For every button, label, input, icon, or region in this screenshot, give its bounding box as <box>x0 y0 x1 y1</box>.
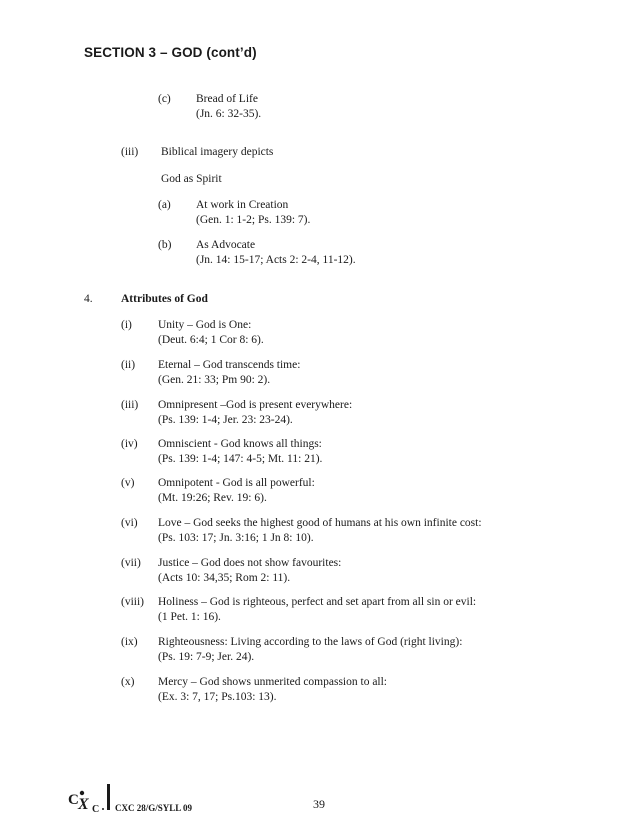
subitem-a-marker: (a) <box>158 199 171 211</box>
svg-text:X: X <box>78 796 89 813</box>
cxc-logo <box>68 787 106 813</box>
attribute-marker: (ii) <box>121 359 136 371</box>
subitem-a-title: At work in Creation <box>196 199 289 211</box>
section-4-title: Attributes of God <box>121 293 208 305</box>
subitem-b-marker: (b) <box>158 239 172 251</box>
attribute-ref: (Ps. 19: 7-9; Jer. 24). <box>158 651 255 663</box>
section-title: SECTION 3 – GOD (cont’d) <box>84 45 257 60</box>
attribute-text: Omnipotent - God is all powerful: <box>158 477 315 489</box>
footer-code: CXC 28/G/SYLL 09 <box>115 803 193 813</box>
footer-divider <box>107 784 110 810</box>
attribute-text: Holiness – God is righteous, perfect and set apart from all sin or evil: <box>158 596 477 608</box>
attribute-ref: (Deut. 6:4; 1 Cor 8: 6). <box>158 334 264 346</box>
svg-text:C: C <box>68 792 79 808</box>
attribute-ref: (Ex. 3: 7, 17; Ps.103: 13). <box>158 691 277 703</box>
attribute-text: Unity – God is One: <box>158 319 252 331</box>
section-4-number: 4. <box>84 293 93 305</box>
attribute-marker: (i) <box>121 319 132 331</box>
item-c-title: Bread of Life <box>196 93 258 105</box>
attribute-marker: (ix) <box>121 636 138 648</box>
item-iii-title: Biblical imagery depicts <box>161 146 274 158</box>
attribute-marker: (iii) <box>121 399 139 411</box>
attribute-ref: (Acts 10: 34,35; Rom 2: 11). <box>158 572 291 584</box>
attribute-text: Righteousness: Living according to the laws of God (right living): <box>158 636 463 648</box>
attribute-text: Mercy – God shows unmerited compassion to all: <box>158 676 388 688</box>
attribute-ref: (Ps. 103: 17; Jn. 3:16; 1 Jn 8: 10). <box>158 532 314 544</box>
attribute-ref: (1 Pet. 1: 16). <box>158 611 221 623</box>
attribute-text: Omniscient - God knows all things: <box>158 438 322 450</box>
attribute-marker: (v) <box>121 477 135 489</box>
attribute-ref: (Ps. 139: 1-4; 147: 4-5; Mt. 11: 21). <box>158 453 323 465</box>
attribute-text: Eternal – God transcends time: <box>158 359 301 371</box>
attribute-text: Love – God seeks the highest good of humans at his own infinite cost: <box>158 517 482 529</box>
attribute-ref: (Ps. 139: 1-4; Jer. 23: 23-24). <box>158 414 293 426</box>
attribute-marker: (vi) <box>121 517 138 529</box>
svg-text:C: C <box>92 804 100 813</box>
item-iii-marker: (iii) <box>121 146 139 158</box>
attribute-text: Justice – God does not show favourites: <box>158 557 342 569</box>
page-number: 39 <box>313 797 325 811</box>
attribute-marker: (vii) <box>121 557 141 569</box>
attribute-ref: (Gen. 21: 33; Pm 90: 2). <box>158 374 271 386</box>
attribute-ref: (Mt. 19:26; Rev. 19: 6). <box>158 492 267 504</box>
item-c-ref: (Jn. 6: 32-35). <box>196 108 262 120</box>
attribute-text: Omnipresent –God is present everywhere: <box>158 399 353 411</box>
subitem-a-ref: (Gen. 1: 1-2; Ps. 139: 7). <box>196 214 311 226</box>
item-c-marker: (c) <box>158 93 171 105</box>
attribute-marker: (x) <box>121 676 135 688</box>
subitem-b-ref: (Jn. 14: 15-17; Acts 2: 2-4, 11-12). <box>196 254 356 266</box>
attribute-marker: (viii) <box>121 596 144 608</box>
attribute-marker: (iv) <box>121 438 138 450</box>
subitem-b-title: As Advocate <box>196 239 256 251</box>
item-iii-subtitle: God as Spirit <box>161 173 222 185</box>
cxc-logo-icon <box>68 787 106 813</box>
